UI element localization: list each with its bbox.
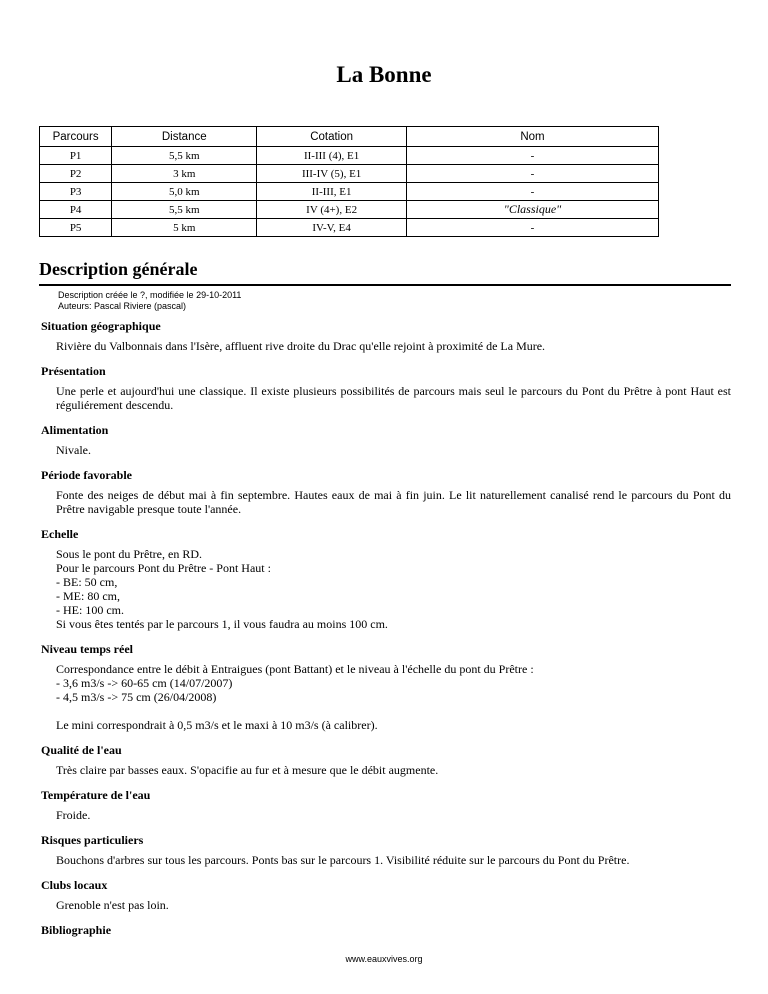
section-title: Description générale — [39, 259, 198, 279]
text-line: Pour le parcours Pont du Prêtre - Pont Haut : — [56, 561, 271, 575]
footer-url: www.eauxvives.org — [345, 954, 423, 964]
text-line: Grenoble n'est pas loin. — [56, 898, 169, 912]
table-cell: P4 — [40, 201, 112, 219]
text-line: Une perle et aujourd'hui une classique. Il existe plusieurs possibilités de parcours mais seul le parcours du Pont du Prêtre à pont Haut est réguliérement descendu. — [56, 384, 731, 412]
text-line: Sous le pont du Prêtre, en RD. — [56, 547, 202, 561]
table-row — [40, 147, 659, 165]
text-line: Nivale. — [56, 443, 91, 457]
section-heading: Température de l'eau — [41, 788, 151, 802]
table-cell: II-III, E1 — [257, 183, 407, 201]
table-cell: 5 km — [112, 219, 257, 237]
section-heading: Situation géographique — [41, 319, 161, 333]
text-line: Fonte des neiges de début mai à fin septembre. Hautes eaux de mai à fin juin. Le lit naturellement canalisé rend le parcours du Pont du Prêtre navigable presque toute l'année. — [56, 488, 731, 516]
table-cell: IV-V, E4 — [257, 219, 407, 237]
table-cell: 3 km — [112, 165, 257, 183]
section-heading: Echelle — [41, 527, 79, 541]
text-line — [56, 704, 731, 718]
column-header: Nom — [407, 127, 659, 147]
table-row — [40, 219, 659, 237]
text-line: Correspondance entre le débit à Entraigues (pont Battant) et le niveau à l'échelle du pont du Prêtre : — [56, 662, 534, 676]
text-line: - 3,6 m3/s -> 60-65 cm (14/07/2007) — [56, 676, 233, 690]
routes-table — [39, 126, 659, 237]
column-header: Cotation — [257, 127, 407, 147]
page-title: La Bonne — [336, 62, 432, 87]
text-line: Très claire par basses eaux. S'opacifie au fur et à mesure que le débit augmente. — [56, 763, 439, 777]
section-heading: Période favorable — [41, 468, 132, 482]
section-body — [56, 547, 731, 631]
section-body — [56, 384, 731, 412]
table-cell: - — [407, 219, 659, 237]
table-cell: - — [407, 147, 659, 165]
section-body — [56, 488, 731, 516]
description-section — [41, 743, 731, 777]
table-cell: IV (4+), E2 — [257, 201, 407, 219]
section-heading: Risques particuliers — [41, 833, 144, 847]
description-section — [41, 788, 731, 822]
table-cell: 5,5 km — [112, 147, 257, 165]
meta-dates: Description créée le ?, modifiée le 29-10-2011 — [58, 290, 242, 300]
meta-authors: Auteurs: Pascal Riviere (pascal) — [58, 301, 187, 311]
section-divider — [39, 284, 731, 286]
table-cell: - — [407, 183, 659, 201]
text-line: Le mini correspondrait à 0,5 m3/s et le maxi à 10 m3/s (à calibrer). — [56, 718, 378, 732]
description-section — [41, 923, 731, 938]
section-body — [56, 662, 731, 732]
text-line: Si vous êtes tentés par le parcours 1, il vous faudra au moins 100 cm. — [56, 617, 388, 631]
table-cell: 5,0 km — [112, 183, 257, 201]
table-row — [40, 201, 659, 219]
table-cell: II-III (4), E1 — [257, 147, 407, 165]
section-heading: Clubs locaux — [41, 878, 108, 892]
table-cell: P2 — [40, 165, 112, 183]
table-cell: P3 — [40, 183, 112, 201]
section-heading: Alimentation — [41, 423, 109, 437]
section-body — [56, 853, 731, 867]
text-line: Bouchons d'arbres sur tous les parcours. Ponts bas sur le parcours 1. Visibilité réduite sur le parcours du Pont du Prêtre. — [56, 853, 630, 867]
text-line: - HE: 100 cm. — [56, 603, 124, 617]
table-cell: "Classique" — [407, 201, 659, 219]
table-header-row — [40, 127, 659, 147]
column-header: Distance — [112, 127, 257, 147]
text-line: - 4,5 m3/s -> 75 cm (26/04/2008) — [56, 690, 217, 704]
description-section — [41, 527, 731, 631]
column-header: Parcours — [40, 127, 112, 147]
section-heading: Bibliographie — [41, 923, 112, 937]
section-body — [56, 808, 731, 822]
table-cell: P5 — [40, 219, 112, 237]
table-row — [40, 165, 659, 183]
description-section — [41, 468, 731, 516]
section-body — [56, 443, 731, 457]
section-body — [56, 339, 731, 353]
description-meta — [58, 290, 241, 312]
text-line: Froide. — [56, 808, 91, 822]
table-cell: - — [407, 165, 659, 183]
section-heading: Qualité de l'eau — [41, 743, 122, 757]
section-body — [56, 898, 731, 912]
section-heading: Niveau temps réel — [41, 642, 133, 656]
table-row — [40, 183, 659, 201]
description-content — [41, 319, 731, 949]
text-line: Rivière du Valbonnais dans l'Isère, affluent rive droite du Drac qu'elle rejoint à proximité de La Mure. — [56, 339, 546, 353]
description-section — [41, 878, 731, 912]
description-section — [41, 319, 731, 353]
table-cell: 5,5 km — [112, 201, 257, 219]
text-line: - BE: 50 cm, — [56, 575, 118, 589]
description-section — [41, 642, 731, 732]
description-section — [41, 423, 731, 457]
section-heading: Présentation — [41, 364, 106, 378]
description-section — [41, 364, 731, 412]
table-cell: III-IV (5), E1 — [257, 165, 407, 183]
table-cell: P1 — [40, 147, 112, 165]
text-line: - ME: 80 cm, — [56, 589, 120, 603]
description-section — [41, 833, 731, 867]
section-body — [56, 763, 731, 777]
